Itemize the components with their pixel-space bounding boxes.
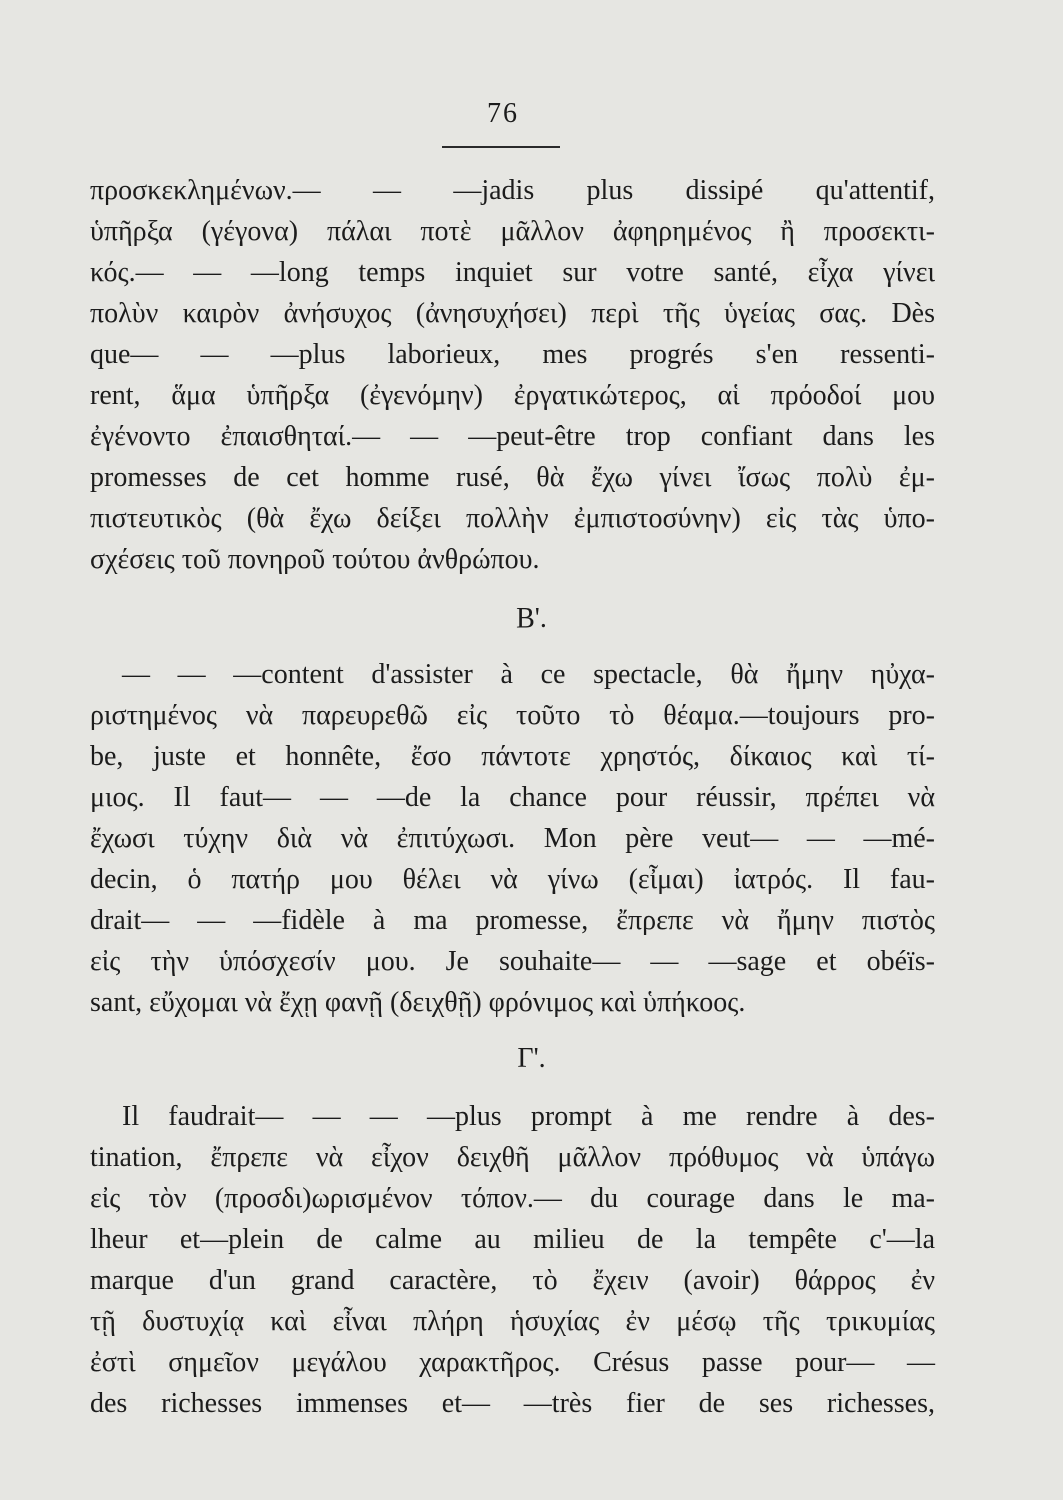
text-line: — — —content d'assister à ce spectacle, θὰ ἤμην ηὐχα- (122, 659, 935, 690)
text-line: εἰς τὸν (προσδι)ωρισμένον τόπον.— du courage dans le ma- (90, 1183, 935, 1214)
text-line: que— — —plus laborieux, mes progrés s'en ressenti- (90, 339, 935, 370)
text-line: lheur et—plein de calme au milieu de la tempête c'—la (90, 1224, 935, 1255)
section-heading-c: Γ'. (517, 1043, 546, 1074)
text-line: μιος. Il faut— — —de la chance pour réussir, πρέπει νὰ (90, 782, 935, 813)
text-line: promesses de cet homme rusé, θὰ ἔχω γίνει ἴσως πολὺ ἐμ- (90, 462, 935, 493)
page-number-rule (442, 146, 560, 148)
text-line: ριστημένος νὰ παρευρεθῶ εἰς τοῦτο τὸ θέαμα.—toujours pro- (90, 700, 935, 731)
text-line: τῇ δυστυχίᾳ καὶ εἶναι πλήρη ἡσυχίας ἐν μέσῳ τῆς τρικυμίας (90, 1306, 935, 1337)
text-line: πολὺν καιρὸν ἀνήσυχος (ἀνησυχήσει) περὶ τῆς ὑγείας σας. Dès (90, 298, 935, 329)
text-line: ἐγένοντο ἐπαισθηταί.— — —peut-être trop confiant dans les (90, 421, 935, 452)
text-line: rent, ἅμα ὑπῆρξα (ἐγενόμην) ἐργατικώτερος, αἱ πρόοδοί μου (90, 380, 935, 411)
text-line: sant, εὔχομαι νὰ ἔχῃ φανῇ (δειχθῇ) φρόνιμος καὶ ὑπήκοος. (90, 987, 746, 1018)
section-heading-b: Β'. (516, 603, 547, 634)
text-line: ἐστὶ σημεῖον μεγάλου χαρακτῆρος. Crésus passe pour— — (90, 1347, 935, 1378)
text-line: marque d'un grand caractère, τὸ ἔχειν (avoir) θάρρος ἐν (90, 1265, 935, 1296)
text-line: σχέσεις τοῦ πονηροῦ τούτου ἀνθρώπου. (90, 544, 540, 575)
text-line: drait— — —fidèle à ma promesse, ἔπρεπε νὰ ἤμην πιστὸς (90, 905, 935, 936)
text-line: be, juste et honnête, ἔσο πάντοτε χρηστός, δίκαιος καὶ τί- (90, 741, 935, 772)
text-line: des richesses immenses et— —très fier de ses richesses, (90, 1388, 935, 1419)
text-line: Il faudrait— — — —plus prompt à me rendre à des- (122, 1101, 935, 1132)
text-line: ὑπῆρξα (γέγονα) πάλαι ποτὲ μᾶλλον ἀφηρημένος ἢ προσεκτι- (90, 216, 935, 247)
text-line: πιστευτικὸς (θὰ ἔχω δείξει πολλὴν ἐμπιστοσύνην) εἰς τὰς ὑπο- (90, 503, 935, 534)
text-line: tination, ἔπρεπε νὰ εἶχον δειχθῆ μᾶλλον πρόθυμος νὰ ὑπάγω (90, 1142, 935, 1173)
text-line: decin, ὁ πατήρ μου θέλει νὰ γίνω (εἶμαι) ἰατρός. Il fau- (90, 864, 935, 895)
text-line: κός.— — —long temps inquiet sur votre santé, εἶχα γίνει (90, 257, 935, 288)
text-line: ἔχωσι τύχην διὰ νὰ ἐπιτύχωσι. Mon père veut— — —mé- (90, 823, 935, 854)
text-line: προσκεκλημένων.— — —jadis plus dissipé qu'attentif, (90, 175, 935, 206)
page-number: 76 (487, 98, 519, 129)
text-line: εἰς τὴν ὑπόσχεσίν μου. Je souhaite— — —sage et obéïs- (90, 946, 935, 977)
